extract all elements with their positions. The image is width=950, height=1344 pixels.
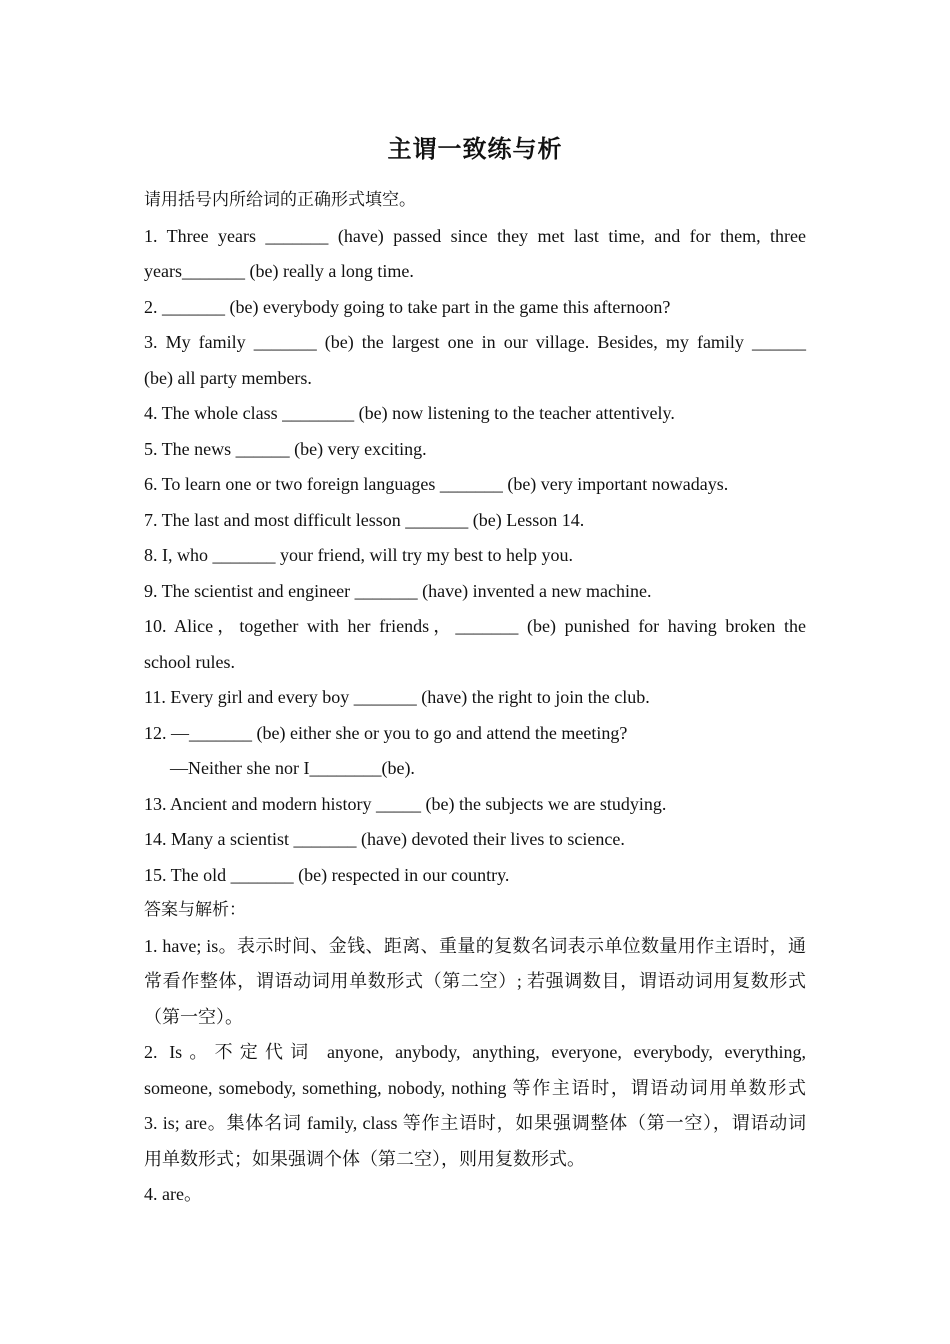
question-7: 7. The last and most difficult lesson _______ (be) Lesson 14. [144,509,585,530]
question-10-line-2: school rules. [144,651,235,672]
question-10-line-1: 10. Alice，together with her friends，_______ (be) punished for having broken the [144,616,806,636]
question-15: 15. The old _______ (be) respected in our country. [144,864,510,885]
answers-heading: 答案与解析： [144,900,246,920]
answer-3-line-1: 3. is; are。集体名词 family, class 等作主语时，如果强调整体（第一空），谓语动词 [144,1113,806,1133]
question-13: 13. Ancient and modern history _____ (be) the subjects we are studying. [144,793,667,814]
question-8: 8. I, who _______ your friend, will try my best to help you. [144,545,573,565]
page-title: 主谓一致练与析 [387,135,563,163]
document-body [144,183,806,1213]
answer-1-line-2: 常看作整体，谓语动词用单数形式（第二空）; 若强调数目，谓语动词用复数形式 [144,971,806,991]
question-6: 6. To learn one or two foreign languages _______ (be) very important nowadays. [144,474,729,494]
answer-4-line-1: 4. are。 [144,1184,202,1204]
question-12-line-2: —Neither she nor I________(be). [170,758,415,778]
answer-1-line-3: （第一空）。 [144,1006,243,1027]
question-4: 4. The whole class ________ (be) now listening to the teacher attentively. [144,403,675,423]
question-14: 14. Many a scientist _______ (have) devoted their lives to science. [144,829,625,849]
answer-2-line-1: 2. Is。不定代词 anyone, anybody, anything, everyone, everybody, everything, [144,1042,806,1062]
answer-3-line-2: 用单数形式；如果强调个体（第二空），则用复数形式。 [144,1148,585,1169]
question-12-line-1: 12. —_______ (be) either she or you to go and attend the meeting? [144,722,628,743]
question-1-line-1: 1. Three years _______ (have) passed since they met last time, and for them, three [144,225,806,246]
question-3-line-1: 3. My family _______ (be) the largest one in our village. Besides, my family ______ [144,332,806,352]
instruction-text: 请用括号内所给词的正确形式填空。 [144,190,416,210]
answer-1-line-1: 1. have; is。表示时间、金钱、距离、重量的复数名词表示单位数量用作主语时，通 [144,935,806,956]
question-5: 5. The news ______ (be) very exciting. [144,438,427,459]
question-3-line-2: (be) all party members. [144,367,312,388]
question-9: 9. The scientist and engineer _______ (have) invented a new machine. [144,580,652,601]
question-2: 2. _______ (be) everybody going to take part in the game this afternoon? [144,296,671,317]
question-11: 11. Every girl and every boy _______ (have) the right to join the club. [144,687,650,707]
answer-2-line-2: someone, somebody, something, nobody, nothing 等作主语时，谓语动词用单数形式 [144,1077,806,1098]
question-1-line-2: years_______ (be) really a long time. [144,261,414,281]
